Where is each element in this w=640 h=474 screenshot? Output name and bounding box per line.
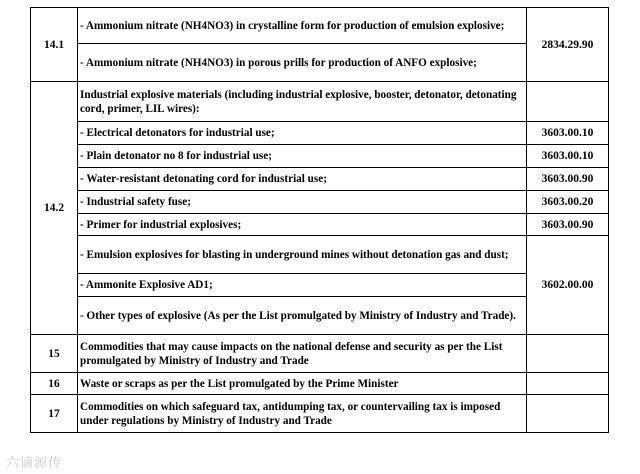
row-number: 15 xyxy=(31,335,78,373)
table-row xyxy=(31,8,609,44)
item-description: - Plain detonator no 8 for industrial use; xyxy=(78,145,527,168)
table-row xyxy=(31,214,609,236)
table-row xyxy=(31,145,609,168)
table-row xyxy=(31,191,609,214)
table-row xyxy=(31,122,609,145)
item-description: - Ammonium nitrate (NH4NO3) in crystalline form for production of emulsion explosive; xyxy=(78,8,527,44)
hs-code: 3603.00.10 xyxy=(527,145,609,168)
item-description: - Primer for industrial explosives; xyxy=(78,214,527,236)
hs-code xyxy=(527,395,609,433)
hs-code: 3603.00.20 xyxy=(527,191,609,214)
row-number: 17 xyxy=(31,395,78,433)
table-row xyxy=(31,168,609,191)
table-row xyxy=(31,236,609,274)
table-row xyxy=(31,297,609,335)
hs-code: 3603.00.10 xyxy=(527,122,609,145)
table-row xyxy=(31,82,609,122)
hs-code: 2834.29.90 xyxy=(527,8,609,82)
hs-code: 3603.00.90 xyxy=(527,168,609,191)
table-row xyxy=(31,274,609,297)
item-description: - Ammonium nitrate (NH4NO3) in porous prills for production of ANFO explosive; xyxy=(78,44,527,82)
item-description: Commodities on which safeguard tax, antidumping tax, or countervailing tax is imposed under regulations by Ministry of Industry and Trade xyxy=(78,395,527,433)
hs-code: 3602.00.00 xyxy=(527,236,609,335)
watermark: 六谪源传 xyxy=(6,456,63,471)
hs-code xyxy=(527,373,609,395)
item-description: Commodities that may cause impacts on the national defense and security as per the List promulgated by Ministry of Industry and Trade xyxy=(78,335,527,373)
table-row xyxy=(31,395,609,433)
hs-code xyxy=(527,335,609,373)
item-description: - Industrial safety fuse; xyxy=(78,191,527,214)
row-number: 14.2 xyxy=(31,82,78,335)
table-row xyxy=(31,373,609,395)
row-number: 14.1 xyxy=(31,8,78,82)
item-description: - Water-resistant detonating cord for industrial use; xyxy=(78,168,527,191)
hs-code xyxy=(527,82,609,122)
table-row xyxy=(31,335,609,373)
hs-code: 3603.00.90 xyxy=(527,214,609,236)
item-description: Waste or scraps as per the List promulgated by the Prime Minister xyxy=(78,373,527,395)
table-row xyxy=(31,44,609,82)
item-description: - Other types of explosive (As per the List promulgated by Ministry of Industry and Trade). xyxy=(78,297,527,335)
group-header: Industrial explosive materials (including industrial explosive, booster, detonator, detonating cord, primer, LIL wires): xyxy=(78,82,527,122)
commodity-table xyxy=(30,7,609,433)
item-description: - Electrical detonators for industrial use; xyxy=(78,122,527,145)
item-description: - Emulsion explosives for blasting in underground mines without detonation gas and dust; xyxy=(78,236,527,274)
row-number: 16 xyxy=(31,373,78,395)
item-description: - Ammonite Explosive AD1; xyxy=(78,274,527,297)
